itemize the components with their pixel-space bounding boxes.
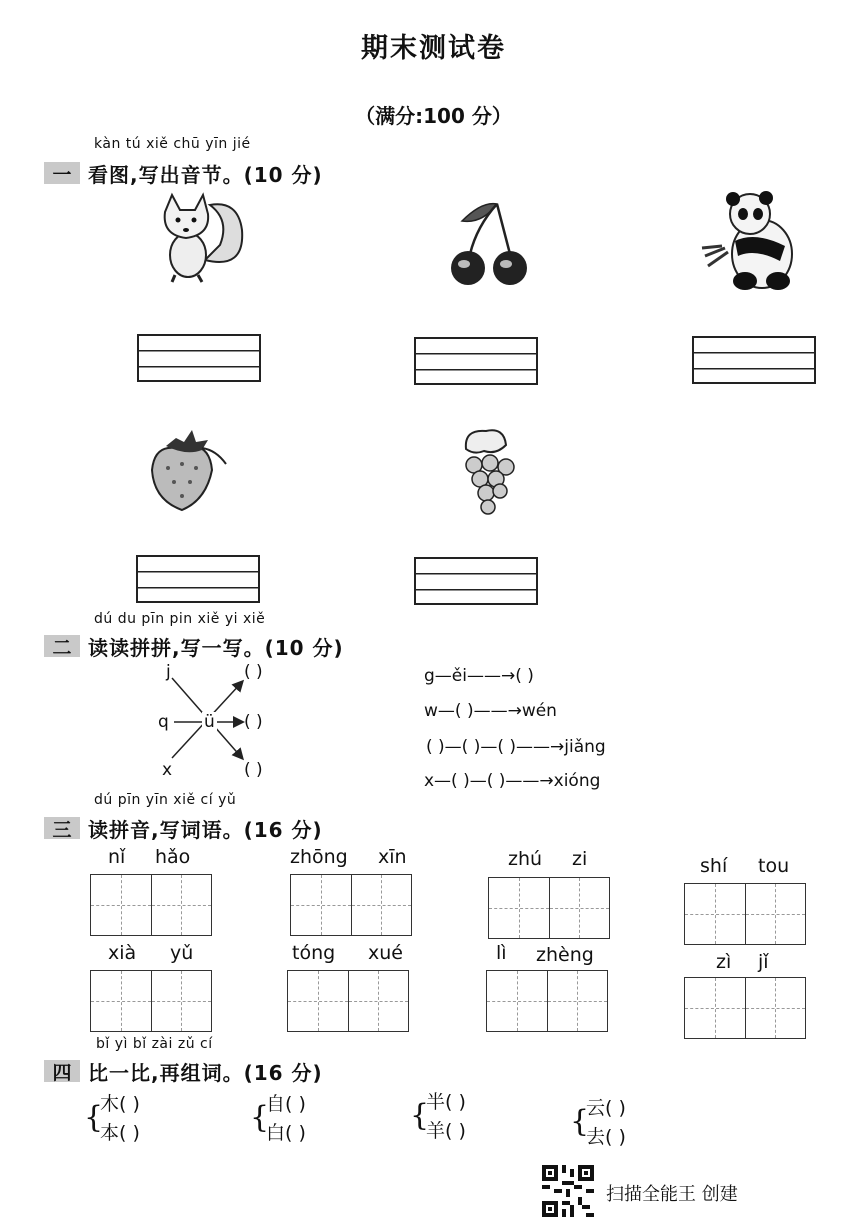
brace-3: { (410, 1098, 430, 1133)
word-grid-3[interactable] (488, 877, 610, 939)
answer-lines-strawberry[interactable] (136, 555, 260, 603)
cherry-icon (442, 196, 534, 288)
brace-4: { (570, 1104, 590, 1139)
answer-lines-fox[interactable] (137, 334, 261, 382)
word-8-pinyin-a: zì (716, 951, 732, 973)
final-u-umlaut: ü (204, 712, 215, 732)
word-grid-2[interactable] (290, 874, 412, 936)
grape-icon (456, 425, 522, 517)
word-8-pinyin-b: jǐ (758, 951, 769, 973)
word-6-pinyin-a: tóng (292, 942, 336, 964)
compare-2b[interactable]: 白( ) (266, 1122, 306, 1144)
word-grid-7[interactable] (486, 970, 608, 1032)
compare-2a[interactable]: 自( ) (266, 1093, 306, 1115)
answer-lines-grape[interactable] (414, 557, 538, 605)
section-4-instruction: 比一比,再组词。(16 分) (88, 1060, 323, 1085)
section-3-pinyin: dú pīn yīn xiě cí yǔ (94, 792, 237, 808)
compare-4a[interactable]: 云( ) (586, 1097, 626, 1119)
compare-pair-1 (100, 1090, 140, 1148)
fox-icon (150, 190, 250, 285)
word-3-pinyin-b: zi (572, 848, 588, 870)
answer-lines-panda[interactable] (692, 336, 816, 384)
word-1-pinyin-a: nǐ (108, 846, 126, 868)
section-4-heading (44, 1058, 323, 1084)
section-4-pinyin: bǐ yì bǐ zài zǔ cí (96, 1036, 213, 1052)
blank-top[interactable]: ( ) (244, 662, 263, 682)
blank-middle[interactable]: ( ) (244, 712, 263, 732)
section-3-instruction: 读拼音,写词语。(16 分) (88, 817, 323, 842)
compare-pair-3 (426, 1088, 466, 1146)
section-1-pinyin: kàn tú xiě chū yīn jié (94, 136, 251, 152)
compare-3b[interactable]: 羊( ) (426, 1120, 466, 1142)
section-1-instruction: 看图,写出音节。(10 分) (88, 162, 323, 187)
word-7-pinyin-a: lì (496, 942, 507, 964)
spelling-row-2[interactable]: w—( )——→wén (424, 701, 557, 721)
section-2-pinyin: dú du pīn pin xiě yi xiě (94, 611, 266, 627)
word-4-pinyin-b: tou (758, 855, 790, 877)
word-7-pinyin-b: zhèng (536, 944, 594, 966)
initial-j: j (166, 662, 171, 682)
word-grid-4[interactable] (684, 883, 806, 945)
section-3-number: 三 (44, 817, 80, 839)
compare-pair-2 (266, 1090, 306, 1148)
compare-3a[interactable]: 半( ) (426, 1091, 466, 1113)
initial-q: q (158, 712, 169, 732)
section-4-number: 四 (44, 1060, 80, 1082)
initial-x: x (162, 760, 173, 780)
word-6-pinyin-b: xué (368, 942, 403, 964)
word-2-pinyin-a: zhōng (290, 846, 348, 868)
scanner-watermark: 扫描全能王 创建 (606, 1184, 738, 1205)
word-5-pinyin-a: xià (108, 942, 137, 964)
compare-4b[interactable]: 去( ) (586, 1126, 626, 1148)
answer-lines-cherry[interactable] (414, 337, 538, 385)
word-4-pinyin-a: shí (700, 855, 728, 877)
spelling-row-3[interactable]: ( )—( )—( )——→jiǎng (426, 737, 606, 757)
compare-1a[interactable]: 木( ) (100, 1093, 140, 1115)
compare-1b[interactable]: 本( ) (100, 1122, 140, 1144)
section-1-number: 一 (44, 162, 80, 184)
full-score: （满分:100 分） (355, 104, 512, 128)
section-2-instruction: 读读拼拼,写一写。(10 分) (88, 635, 344, 660)
qr-code-icon (542, 1165, 594, 1217)
section-2-heading (44, 633, 344, 659)
word-2-pinyin-b: xīn (378, 846, 407, 868)
compare-pair-4 (586, 1094, 626, 1152)
word-grid-6[interactable] (287, 970, 409, 1032)
spelling-row-4[interactable]: x—( )—( )——→xióng (424, 771, 601, 791)
section-3-heading (44, 815, 323, 841)
brace-2: { (250, 1100, 270, 1135)
brace-1: { (84, 1100, 104, 1135)
word-5-pinyin-b: yǔ (170, 942, 194, 964)
blank-bottom[interactable]: ( ) (244, 760, 263, 780)
panda-icon (700, 186, 800, 296)
word-grid-5[interactable] (90, 970, 212, 1032)
spelling-row-1[interactable]: g—ěi——→( ) (424, 666, 534, 686)
section-2-number: 二 (44, 635, 80, 657)
word-1-pinyin-b: hǎo (155, 846, 191, 868)
word-grid-8[interactable] (684, 977, 806, 1039)
page-title: 期末测试卷 (361, 33, 506, 64)
strawberry-icon (146, 420, 232, 514)
section-1-heading (44, 160, 323, 186)
word-grid-1[interactable] (90, 874, 212, 936)
word-3-pinyin-a: zhú (508, 848, 543, 870)
